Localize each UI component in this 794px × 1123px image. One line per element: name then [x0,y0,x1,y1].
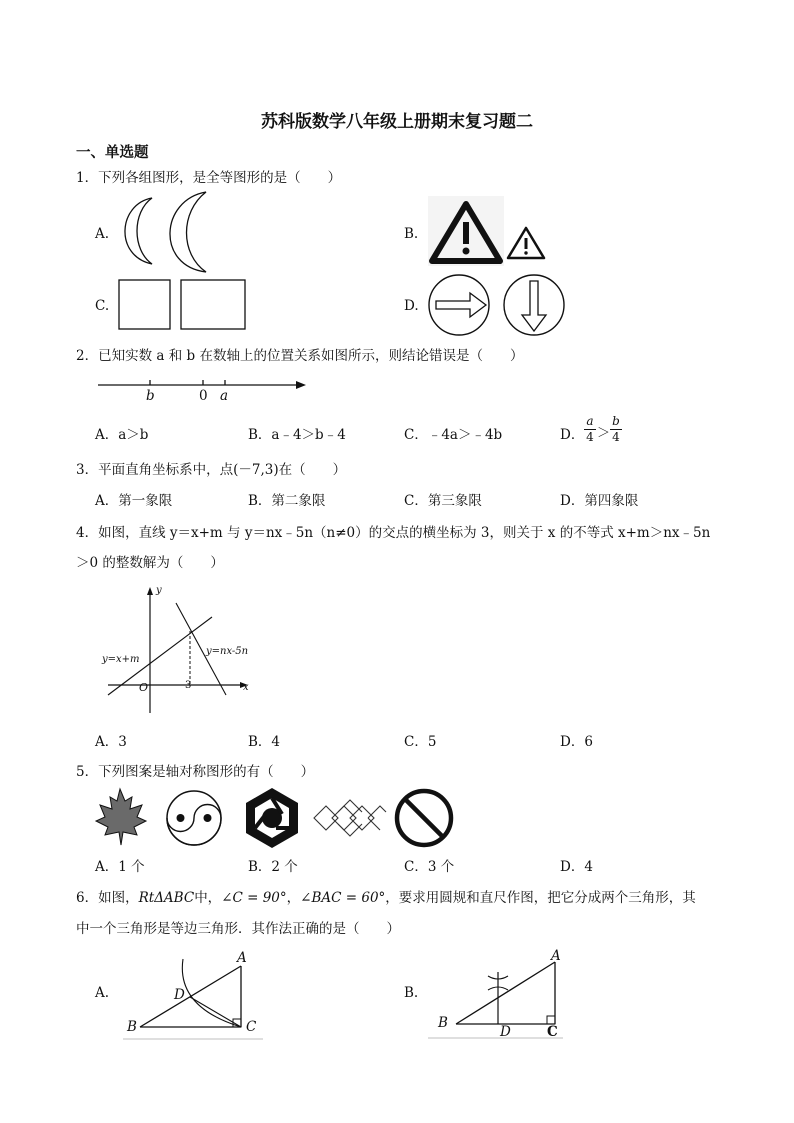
q5-option-c: C．3 个 [404,859,455,875]
q2-option-d: D． [560,427,585,443]
fig-a-label-B: B [127,1019,137,1035]
graph-line1-label: y=x+m [102,654,140,665]
fig-b-label-A: A [551,948,561,964]
q3-option-d: D．第四象限 [560,493,639,509]
q1-stem: 1．下列各组图形，是全等图形的是（ ） [76,170,342,186]
fig-b-label-B: B [438,1015,448,1031]
q5-option-a: A．1 个 [95,859,145,875]
q6-option-b-label: B. [404,985,419,1001]
q1-warning-signs-figure [428,196,553,268]
q5-option-d: D．4 [560,859,593,875]
axis-label-b: b [146,388,155,404]
q4-option-a: A．3 [95,734,127,750]
graph-line2-label: y=nx-5n [206,646,249,657]
q1-crescents-figure [110,190,220,275]
fig-b-label-C: C [547,1024,558,1040]
q2-option-b: B．a﹣4＞b﹣4 [248,427,346,443]
prohibition-sign-icon [397,791,451,845]
hexagon-pattern-icon [246,788,298,848]
axis-label-a: a [220,388,229,404]
compass-arc [182,959,241,1027]
maple-leaf-icon [96,789,146,845]
fig-a-label-D: D [174,987,185,1003]
q3-option-b: B．第二象限 [248,493,326,509]
q1-option-c-label: C. [95,298,110,314]
q1-arrow-circles-figure [428,273,568,337]
graph-y-label: y [156,585,162,596]
small-crescent [125,198,152,264]
yin-yang-icon [167,791,221,845]
q4-stem-line1: 4．如图，直线 y＝x+m 与 y＝nx﹣5n（n≠0）的交点的横坐标为 3，则关于 x 的不等式 x+m＞nx﹣5n [76,525,711,541]
large-square [181,280,245,329]
q3-option-c: C．第三象限 [404,493,482,509]
q5-stem: 5．下列图案是轴对称图形的有（ ） [76,764,315,780]
small-square [119,280,170,329]
section-heading: 一、单选题 [76,144,149,161]
graph-three-label: 3 [185,680,192,691]
q4-option-d: D．6 [560,734,593,750]
q3-stem: 3．平面直角坐标系中，点(－7,3)在（ ） [76,462,347,478]
q3-option-a: A．第一象限 [95,493,173,509]
graph-x-label: x [243,682,249,693]
right-arrow-icon [436,293,486,317]
axis-label-zero: 0 [199,388,208,404]
q1-option-b-label: B. [404,226,419,242]
q1-option-d-label: D. [404,298,419,314]
fig-a-label-C: C [246,1019,257,1035]
circle-down-arrow [504,275,564,335]
q4-option-b: B．4 [248,734,281,750]
page-title: 苏科版数学八年级上册期末复习题二 [261,112,533,132]
fig-b-label-D: D [500,1024,511,1040]
q5-option-b: B．2 个 [248,859,298,875]
fig-a-label-A: A [237,950,247,966]
q4-option-c: C．5 [404,734,437,750]
q5-patterns [90,785,460,851]
q6-stem-line2: 中一个三角形是等边三角形．其作法正确的是（ ） [76,921,400,937]
q1-option-a-label: A. [95,226,110,242]
q1-squares-figure [118,279,248,331]
q2-option-c: C．﹣4a＞﹣4b [404,427,503,443]
q6-option-a-label: A. [95,985,110,1001]
q4-stem-line2: ＞0 的整数解为（ ） [76,555,224,571]
q2-stem: 2．已知实数 a 和 b 在数轴上的位置关系如图所示，则结论错误是（ ） [76,348,524,364]
q6-stem-line1: 6．如图，RtΔABC中，∠C = 90°，∠BAC = 60°，要求用圆规和直尺作图，把它分成两个三角形，其 [76,890,696,906]
graph-origin-label: O [139,681,149,694]
down-arrow-icon [522,281,546,331]
q2-option-a: A．a＞b [95,427,149,443]
circle-right-arrow [429,275,489,335]
large-crescent [170,192,206,272]
knot-pattern-icon [314,800,386,836]
